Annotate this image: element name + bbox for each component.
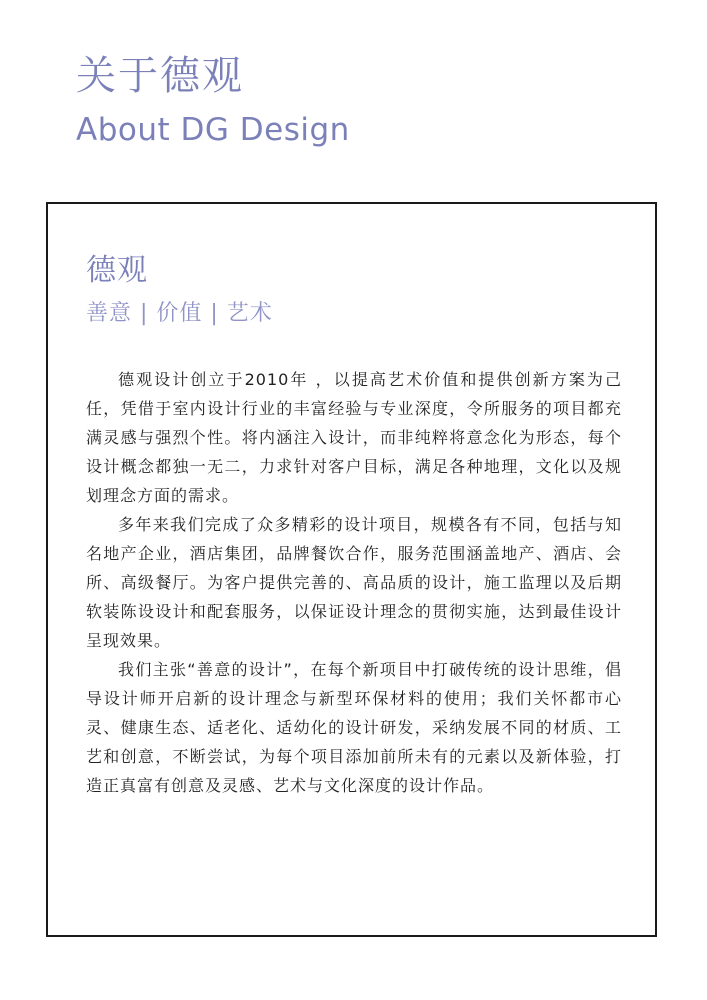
card-title: 德观 xyxy=(86,253,148,288)
page-subtitle: About DG Design xyxy=(76,112,350,148)
about-card xyxy=(46,202,657,937)
page-title: 关于德观 xyxy=(76,53,244,99)
body-paragraph-2: 多年来我们完成了众多精彩的设计项目，规模各有不同，包括与知名地产企业，酒店集团，品牌餐饮合作，服务范围涵盖地产、酒店、会所、高级餐厅。为客户提供完善的、高品质的设计，施工监理以及后期软装陈设设计和配套服务，以保证设计理念的贯彻实施，达到最佳设计呈现效果。 xyxy=(86,515,622,650)
body-paragraph-3: 我们主张“善意的设计”，在每个新项目中打破传统的设计思维，倡导设计师开启新的设计理念与新型环保材料的使用；我们关怀都市心灵、健康生态、适老化、适幼化的设计研发，采纳发展不同的材质、工艺和创意，不断尝试，为每个项目添加前所未有的元素以及新体验，打造正真富有创意及灵感、艺术与文化深度的设计作品。 xyxy=(86,660,622,795)
card-tagline: 善意 | 价值 | 艺术 xyxy=(86,301,273,326)
body-paragraph-1: 德观设计创立于2010年 ，以提高艺术价值和提供创新方案为己任，凭借于室内设计行业的丰富经验与专业深度，令所服务的项目都充满灵感与强烈个性。将内涵注入设计，而非纯粹将意念化为形态，每个设计概念都独一无二，力求针对客户目标，满足各种地理，文化以及规划理念方面的需求。 xyxy=(86,370,622,505)
card-body xyxy=(86,365,622,800)
